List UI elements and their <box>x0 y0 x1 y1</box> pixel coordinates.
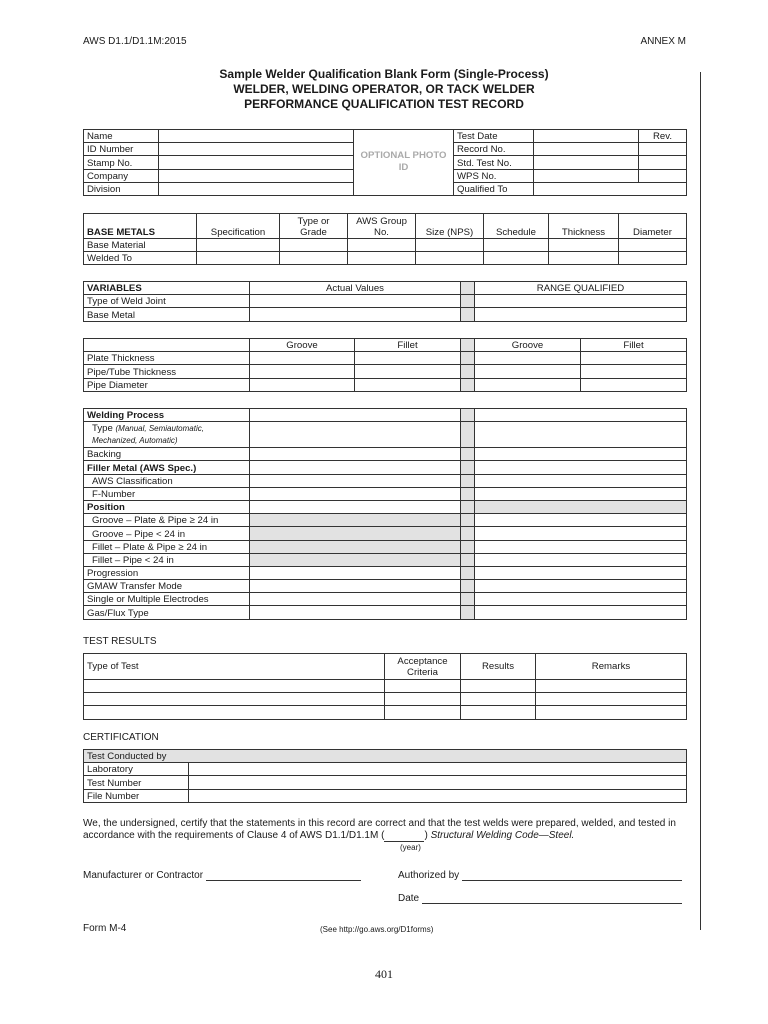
year-field[interactable] <box>384 831 424 842</box>
pipe-groove-range[interactable] <box>475 365 581 378</box>
progression-actual[interactable] <box>250 566 461 579</box>
criteria-cell[interactable] <box>385 706 461 719</box>
test-number-label: Test Number <box>84 776 189 789</box>
pipe-fillet-range[interactable] <box>581 365 687 378</box>
welded-to-size[interactable] <box>416 252 484 265</box>
f-number-range[interactable] <box>475 487 687 500</box>
stamp-no-label: Stamp No. <box>84 156 159 169</box>
groove-pipe-range[interactable] <box>475 527 687 540</box>
thickness-table <box>83 338 687 392</box>
variables-header: VARIABLES <box>84 282 250 295</box>
gutter-cell <box>461 409 475 422</box>
welded-to-schedule[interactable] <box>484 252 549 265</box>
fillet-plate-range[interactable] <box>475 540 687 553</box>
schedule-header: Schedule <box>484 214 549 239</box>
result-cell[interactable] <box>461 680 536 693</box>
manufacturer-signature <box>83 870 361 881</box>
gutter-cell <box>461 527 475 540</box>
year-caption: (year) <box>400 843 421 852</box>
groove-plate-range[interactable] <box>475 514 687 527</box>
type-label-text: Type <box>92 423 113 435</box>
diam-groove-range[interactable] <box>475 378 581 391</box>
manufacturer-field[interactable] <box>206 870 361 881</box>
remarks-cell[interactable] <box>536 693 687 706</box>
gutter-cell <box>461 553 475 566</box>
test-type-cell[interactable] <box>84 680 385 693</box>
plate-groove-actual[interactable] <box>250 352 355 365</box>
plate-fillet-actual[interactable] <box>355 352 461 365</box>
result-cell[interactable] <box>461 706 536 719</box>
actual-values-header: Actual Values <box>250 282 461 295</box>
form-number: Form M-4 <box>83 923 127 934</box>
base-material-label: Base Material <box>84 239 197 252</box>
base-metal-label: Base Metal <box>84 308 250 321</box>
authorized-label: Authorized by <box>398 870 460 881</box>
fillet-actual-header: Fillet <box>355 339 461 352</box>
authorized-field[interactable] <box>462 870 682 881</box>
criteria-cell[interactable] <box>385 680 461 693</box>
remarks-cell[interactable] <box>536 706 687 719</box>
groove-plate-actual-shaded <box>250 514 461 527</box>
remarks-header: Remarks <box>536 654 687 680</box>
test-results-title: TEST RESULTS <box>83 636 157 647</box>
result-cell[interactable] <box>461 693 536 706</box>
date-signature <box>398 893 682 904</box>
plate-fillet-range[interactable] <box>581 352 687 365</box>
test-type-cell[interactable] <box>84 706 385 719</box>
type-range[interactable] <box>475 422 687 448</box>
welded-to-spec[interactable] <box>197 252 280 265</box>
division-field[interactable] <box>159 182 354 195</box>
position-actual[interactable] <box>250 500 461 513</box>
test-type-cell[interactable] <box>84 693 385 706</box>
date-field[interactable] <box>422 893 682 904</box>
gutter-cell <box>461 282 475 295</box>
gutter-cell <box>461 500 475 513</box>
certification-title: CERTIFICATION <box>83 732 159 743</box>
forms-link[interactable]: (See http://go.aws.org/D1forms) <box>320 925 434 934</box>
form-subtitle-2: PERFORMANCE QUALIFICATION TEST RECORD <box>244 97 524 111</box>
id-number-label: ID Number <box>84 143 159 156</box>
fillet-pipe-range[interactable] <box>475 553 687 566</box>
thickness-blank-header <box>84 339 250 352</box>
base-material-group[interactable] <box>348 239 416 252</box>
std-test-no-field[interactable] <box>534 156 639 169</box>
filler-actual[interactable] <box>250 461 461 474</box>
gas-flux-actual[interactable] <box>250 606 461 619</box>
position-range-shaded <box>475 500 687 513</box>
gutter-cell <box>461 593 475 606</box>
progression-label: Progression <box>84 566 250 579</box>
test-date-label: Test Date <box>454 130 534 143</box>
groove-pipe-actual-shaded <box>250 527 461 540</box>
diam-groove-actual[interactable] <box>250 378 355 391</box>
company-label: Company <box>84 169 159 182</box>
record-no-field[interactable] <box>534 143 639 156</box>
gas-flux-range[interactable] <box>475 606 687 619</box>
test-number-field[interactable] <box>189 776 687 789</box>
page-number: 401 <box>375 967 393 981</box>
authorized-signature <box>398 870 682 881</box>
gutter-cell <box>461 339 475 352</box>
backing-label: Backing <box>84 448 250 461</box>
id-number-field[interactable] <box>159 143 354 156</box>
filler-metal-label: Filler Metal (AWS Spec.) <box>84 461 250 474</box>
filler-range[interactable] <box>475 461 687 474</box>
process-table <box>83 408 687 620</box>
groove-plate-pipe-label: Groove – Plate & Pipe ≥ 24 in <box>84 514 250 527</box>
acceptance-criteria-header: Acceptance Criteria <box>385 654 461 680</box>
base-metal-range[interactable] <box>475 308 687 321</box>
welding-process-label: Welding Process <box>84 409 250 422</box>
gutter-cell <box>461 474 475 487</box>
variables-table <box>83 281 687 322</box>
test-date-field[interactable] <box>534 130 639 143</box>
form-subtitle-1: WELDER, WELDING OPERATOR, OR TACK WELDER <box>233 82 535 96</box>
gutter-cell <box>461 422 475 448</box>
type-actual[interactable] <box>250 422 461 448</box>
annex-label: ANNEX M <box>640 36 686 47</box>
gmaw-transfer-label: GMAW Transfer Mode <box>84 580 250 593</box>
gutter-cell <box>461 540 475 553</box>
plate-thickness-label: Plate Thickness <box>84 352 250 365</box>
type-label <box>84 422 250 448</box>
statement-close: ) <box>424 830 428 841</box>
welded-to-thickness[interactable] <box>549 252 619 265</box>
file-number-field[interactable] <box>189 789 687 802</box>
margin-rule <box>700 72 701 930</box>
base-material-schedule[interactable] <box>484 239 549 252</box>
gutter-cell <box>461 308 475 321</box>
date-label: Date <box>398 893 420 904</box>
base-material-grade[interactable] <box>280 239 348 252</box>
gutter-cell <box>461 295 475 308</box>
std-test-no-label: Std. Test No. <box>454 156 534 169</box>
base-material-thickness[interactable] <box>549 239 619 252</box>
fillet-pipe-actual-shaded <box>250 553 461 566</box>
aws-class-actual[interactable] <box>250 474 461 487</box>
name-field[interactable] <box>159 130 354 143</box>
pipe-tube-thickness-label: Pipe/Tube Thickness <box>84 365 250 378</box>
gutter-cell <box>461 461 475 474</box>
rev-field-3[interactable] <box>639 169 687 182</box>
file-number-label: File Number <box>84 789 189 802</box>
pipe-diameter-label: Pipe Diameter <box>84 378 250 391</box>
qualified-to-field[interactable] <box>534 182 687 195</box>
aws-group-header: AWS Group No. <box>348 214 416 239</box>
pipe-groove-actual[interactable] <box>250 365 355 378</box>
weld-joint-range[interactable] <box>475 295 687 308</box>
laboratory-field[interactable] <box>189 763 687 776</box>
code-title: Structural Welding Code—Steel. <box>430 830 575 841</box>
gutter-cell <box>461 487 475 500</box>
gutter-cell <box>461 365 475 378</box>
laboratory-label: Laboratory <box>84 763 189 776</box>
thickness-header: Thickness <box>549 214 619 239</box>
wps-no-label: WPS No. <box>454 169 534 182</box>
stamp-no-field[interactable] <box>159 156 354 169</box>
doc-code: AWS D1.1/D1.1M:2015 <box>83 36 187 47</box>
base-metals-table <box>83 213 687 265</box>
progression-range[interactable] <box>475 566 687 579</box>
company-field[interactable] <box>159 169 354 182</box>
gutter-cell <box>461 566 475 579</box>
backing-actual[interactable] <box>250 448 461 461</box>
type-note: (Manual, Semiautomatic, Mechanized, Automatic) <box>92 424 204 446</box>
f-number-label: F-Number <box>84 487 250 500</box>
f-number-actual[interactable] <box>250 487 461 500</box>
fillet-pipe-label: Fillet – Pipe < 24 in <box>84 553 250 566</box>
test-results-table <box>83 653 687 720</box>
manufacturer-label: Manufacturer or Contractor <box>83 870 204 881</box>
rev-field[interactable] <box>639 143 687 156</box>
groove-pipe-label: Groove – Pipe < 24 in <box>84 527 250 540</box>
diam-fillet-actual[interactable] <box>355 378 461 391</box>
welding-process-range[interactable] <box>475 409 687 422</box>
fillet-range-header: Fillet <box>581 339 687 352</box>
weld-joint-actual[interactable] <box>250 295 461 308</box>
base-material-diameter[interactable] <box>619 239 687 252</box>
aws-class-range[interactable] <box>475 474 687 487</box>
certification-table <box>83 749 687 803</box>
photo-id-box: OPTIONAL PHOTO ID <box>354 130 454 196</box>
type-grade-header: Type or Grade <box>280 214 348 239</box>
statement-line-2 <box>83 830 688 842</box>
position-label: Position <box>84 500 250 513</box>
type-of-test-header: Type of Test <box>84 654 385 680</box>
gutter-cell <box>461 606 475 619</box>
identity-table <box>83 129 687 196</box>
gas-flux-label: Gas/Flux Type <box>84 606 250 619</box>
base-material-size[interactable] <box>416 239 484 252</box>
electrodes-actual[interactable] <box>250 593 461 606</box>
wps-no-field[interactable] <box>534 169 639 182</box>
gmaw-actual[interactable] <box>250 580 461 593</box>
groove-actual-header: Groove <box>250 339 355 352</box>
results-header: Results <box>461 654 536 680</box>
weld-joint-label: Type of Weld Joint <box>84 295 250 308</box>
electrodes-range[interactable] <box>475 593 687 606</box>
gutter-cell <box>461 580 475 593</box>
backing-range[interactable] <box>475 448 687 461</box>
size-nps-header: Size (NPS) <box>416 214 484 239</box>
form-title: Sample Welder Qualification Blank Form (Single-Process) <box>219 67 549 81</box>
electrodes-label: Single or Multiple Electrodes <box>84 593 250 606</box>
welding-process-actual[interactable] <box>250 409 461 422</box>
test-conducted-by-label: Test Conducted by <box>84 750 687 763</box>
rev-field-2[interactable] <box>639 156 687 169</box>
base-metals-header: BASE METALS <box>84 214 197 239</box>
fillet-plate-pipe-label: Fillet – Plate & Pipe ≥ 24 in <box>84 540 250 553</box>
welded-to-grade[interactable] <box>280 252 348 265</box>
plate-groove-range[interactable] <box>475 352 581 365</box>
gmaw-range[interactable] <box>475 580 687 593</box>
groove-range-header: Groove <box>475 339 581 352</box>
specification-header: Specification <box>197 214 280 239</box>
pipe-fillet-actual[interactable] <box>355 365 461 378</box>
gutter-cell <box>461 514 475 527</box>
diameter-header: Diameter <box>619 214 687 239</box>
criteria-cell[interactable] <box>385 693 461 706</box>
base-material-spec[interactable] <box>197 239 280 252</box>
base-metal-actual[interactable] <box>250 308 461 321</box>
fillet-plate-actual-shaded <box>250 540 461 553</box>
aws-classification-label: AWS Classification <box>84 474 250 487</box>
range-qualified-header: RANGE QUALIFIED <box>475 282 687 295</box>
welded-to-group[interactable] <box>348 252 416 265</box>
gutter-cell <box>461 378 475 391</box>
statement-text: accordance with the requirements of Clause 4 of AWS D1.1/D1.1M ( <box>83 830 385 841</box>
division-label: Division <box>84 182 159 195</box>
rev-label: Rev. <box>639 130 687 143</box>
certification-statement <box>83 818 688 842</box>
remarks-cell[interactable] <box>536 680 687 693</box>
statement-line-1: We, the undersigned, certify that the statements in this record are correct and that the test welds were prepared, welded, and tested in <box>83 818 676 829</box>
gutter-cell <box>461 448 475 461</box>
record-no-label: Record No. <box>454 143 534 156</box>
welded-to-diameter[interactable] <box>619 252 687 265</box>
gutter-cell <box>461 352 475 365</box>
welded-to-label: Welded To <box>84 252 197 265</box>
diam-fillet-range[interactable] <box>581 378 687 391</box>
name-label: Name <box>84 130 159 143</box>
qualified-to-label: Qualified To <box>454 182 534 195</box>
